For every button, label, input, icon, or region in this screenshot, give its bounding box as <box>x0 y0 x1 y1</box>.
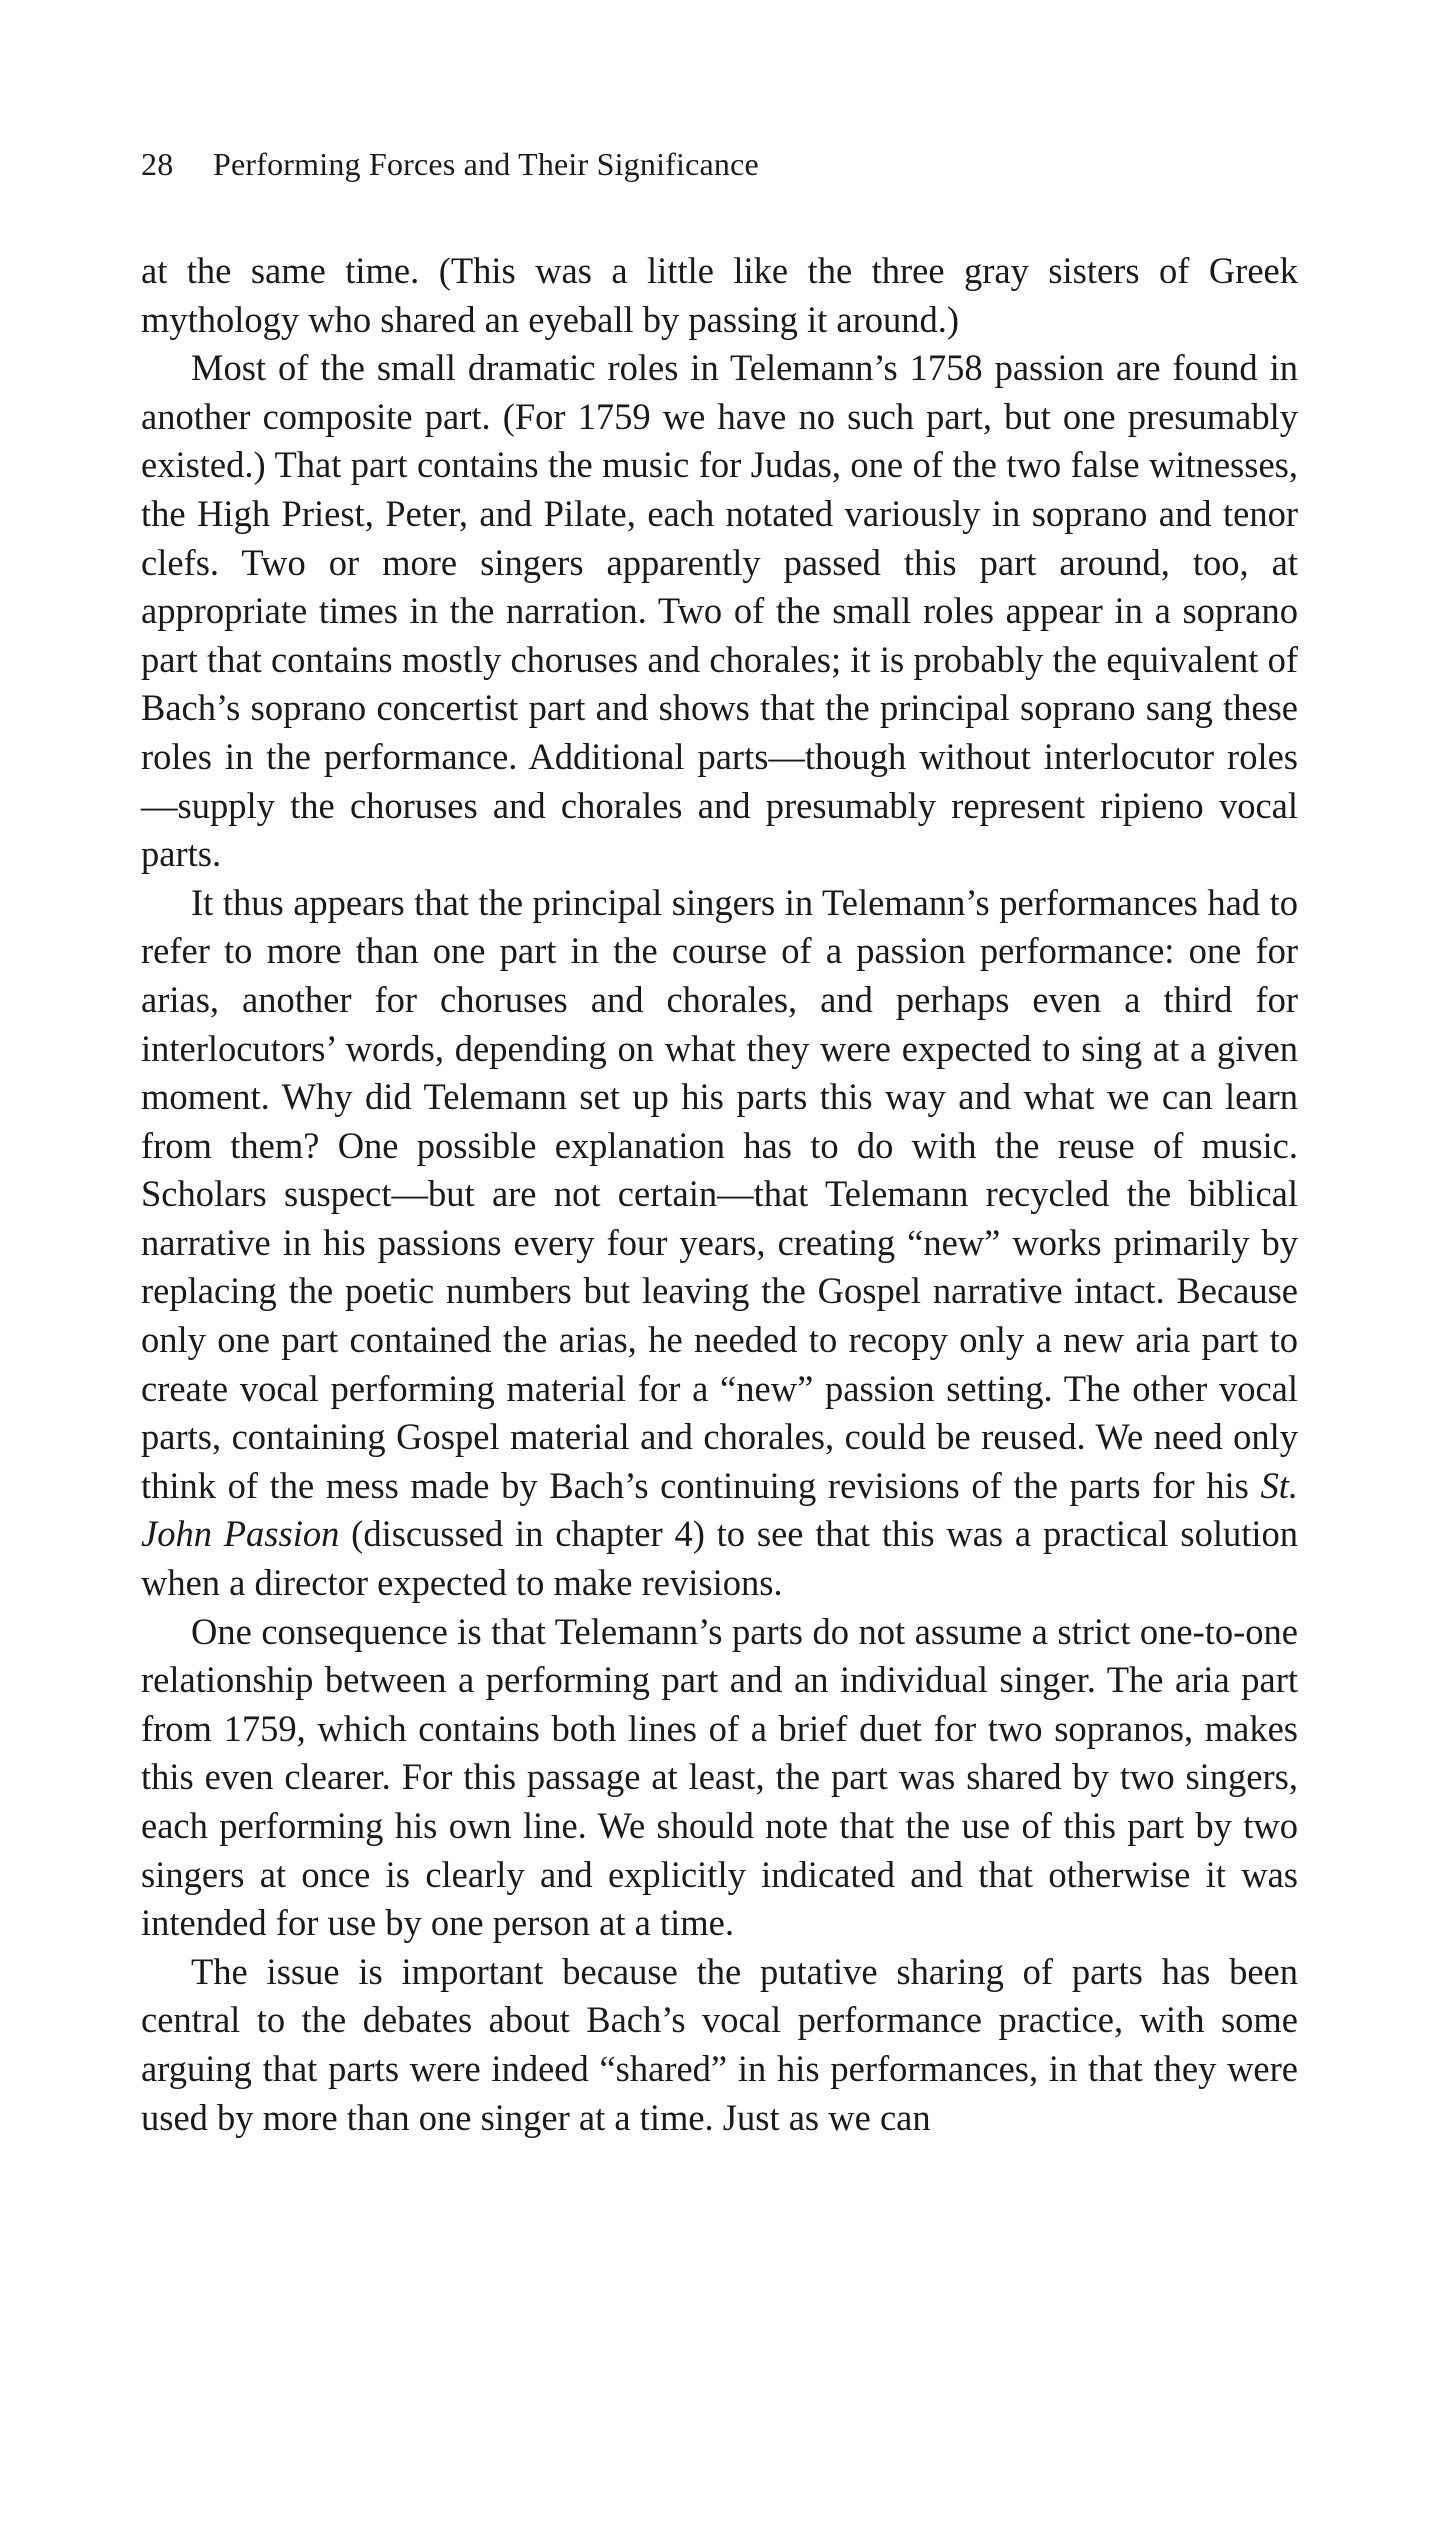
paragraph-3-text-after: (discussed in chapter 4) to see that this was a practical solution when a director expected to make revisions. <box>141 1513 1299 1604</box>
running-head-title: Performing Forces and Their Significance <box>213 146 759 182</box>
paragraph-2: Most of the small dramatic roles in Telemann’s 1758 passion are found in another composite part. (For 1759 we have no such part, but one presumably existed.) That part contains the music for Judas, one of the two false witnesses, the High Priest, Peter, and Pilate, each notated variously in soprano and tenor clefs. Two or more singers apparently passed this part around, too, at appropriate times in the narration. Two of the small roles appear in a soprano part that contains mostly choruses and chorales; it is probably the equivalent of Bach’s soprano concertist part and shows that the principal soprano sang these roles in the performance. Additional parts—though without interlocutor roles—supply the choruses and chorales and presumably represent ripieno vocal parts. <box>141 347 1298 875</box>
running-head <box>141 142 759 186</box>
paragraph-1: at the same time. (This was a little like the three gray sisters of Greek mythology who shared an eyeball by passing it around.) <box>141 250 1298 340</box>
paragraph-3 <box>141 879 1298 1608</box>
paragraph-5: The issue is important because the putative sharing of parts has been central to the debates about Bach’s vocal performance practice, with some arguing that parts were indeed “shared” in his performances, in that they were used by more than one singer at a time. Just as we can <box>141 1950 1298 2138</box>
page-number: 28 <box>141 146 174 182</box>
body-text <box>141 247 1298 2142</box>
paragraph-3-text-before: It thus appears that the principal singers in Telemann’s performances had to refer to more than one part in the course of a passion performance: one for arias, another for choruses and chorales, and perhaps even a third for interlocutors’ words, depending on what they were expected to sing at a given moment. Why did Telemann set up his parts this way and what we can learn from them? One possible explanation has to do with the reuse of music. Scholars suspect—but are not certain—that Telemann recycled the biblical narrative in his passions every four years, creating “new” works primarily by replacing the poetic numbers but leaving the Gospel narrative intact. Because only one part contained the arias, he needed to recopy only a new aria part to create vocal performing material for a “new” passion setting. The other vocal parts, containing Gospel material and chorales, could be reused. We need only think of the mess made by Bach’s continuing revisions of the parts for his <box>141 881 1298 1506</box>
paragraph-4: One consequence is that Telemann’s parts do not assume a strict one-to-one relationship between a performing part and an individual singer. The aria part from 1759, which contains both lines of a brief duet for two sopranos, makes this even clearer. For this passage at least, the part was shared by two singers, each performing his own line. We should note that the use of this part by two singers at once is clearly and explicitly indicated and that otherwise it was intended for use by one person at a time. <box>141 1610 1298 1944</box>
work-title-st-john-passion: St. John Passion <box>141 1464 1298 1555</box>
